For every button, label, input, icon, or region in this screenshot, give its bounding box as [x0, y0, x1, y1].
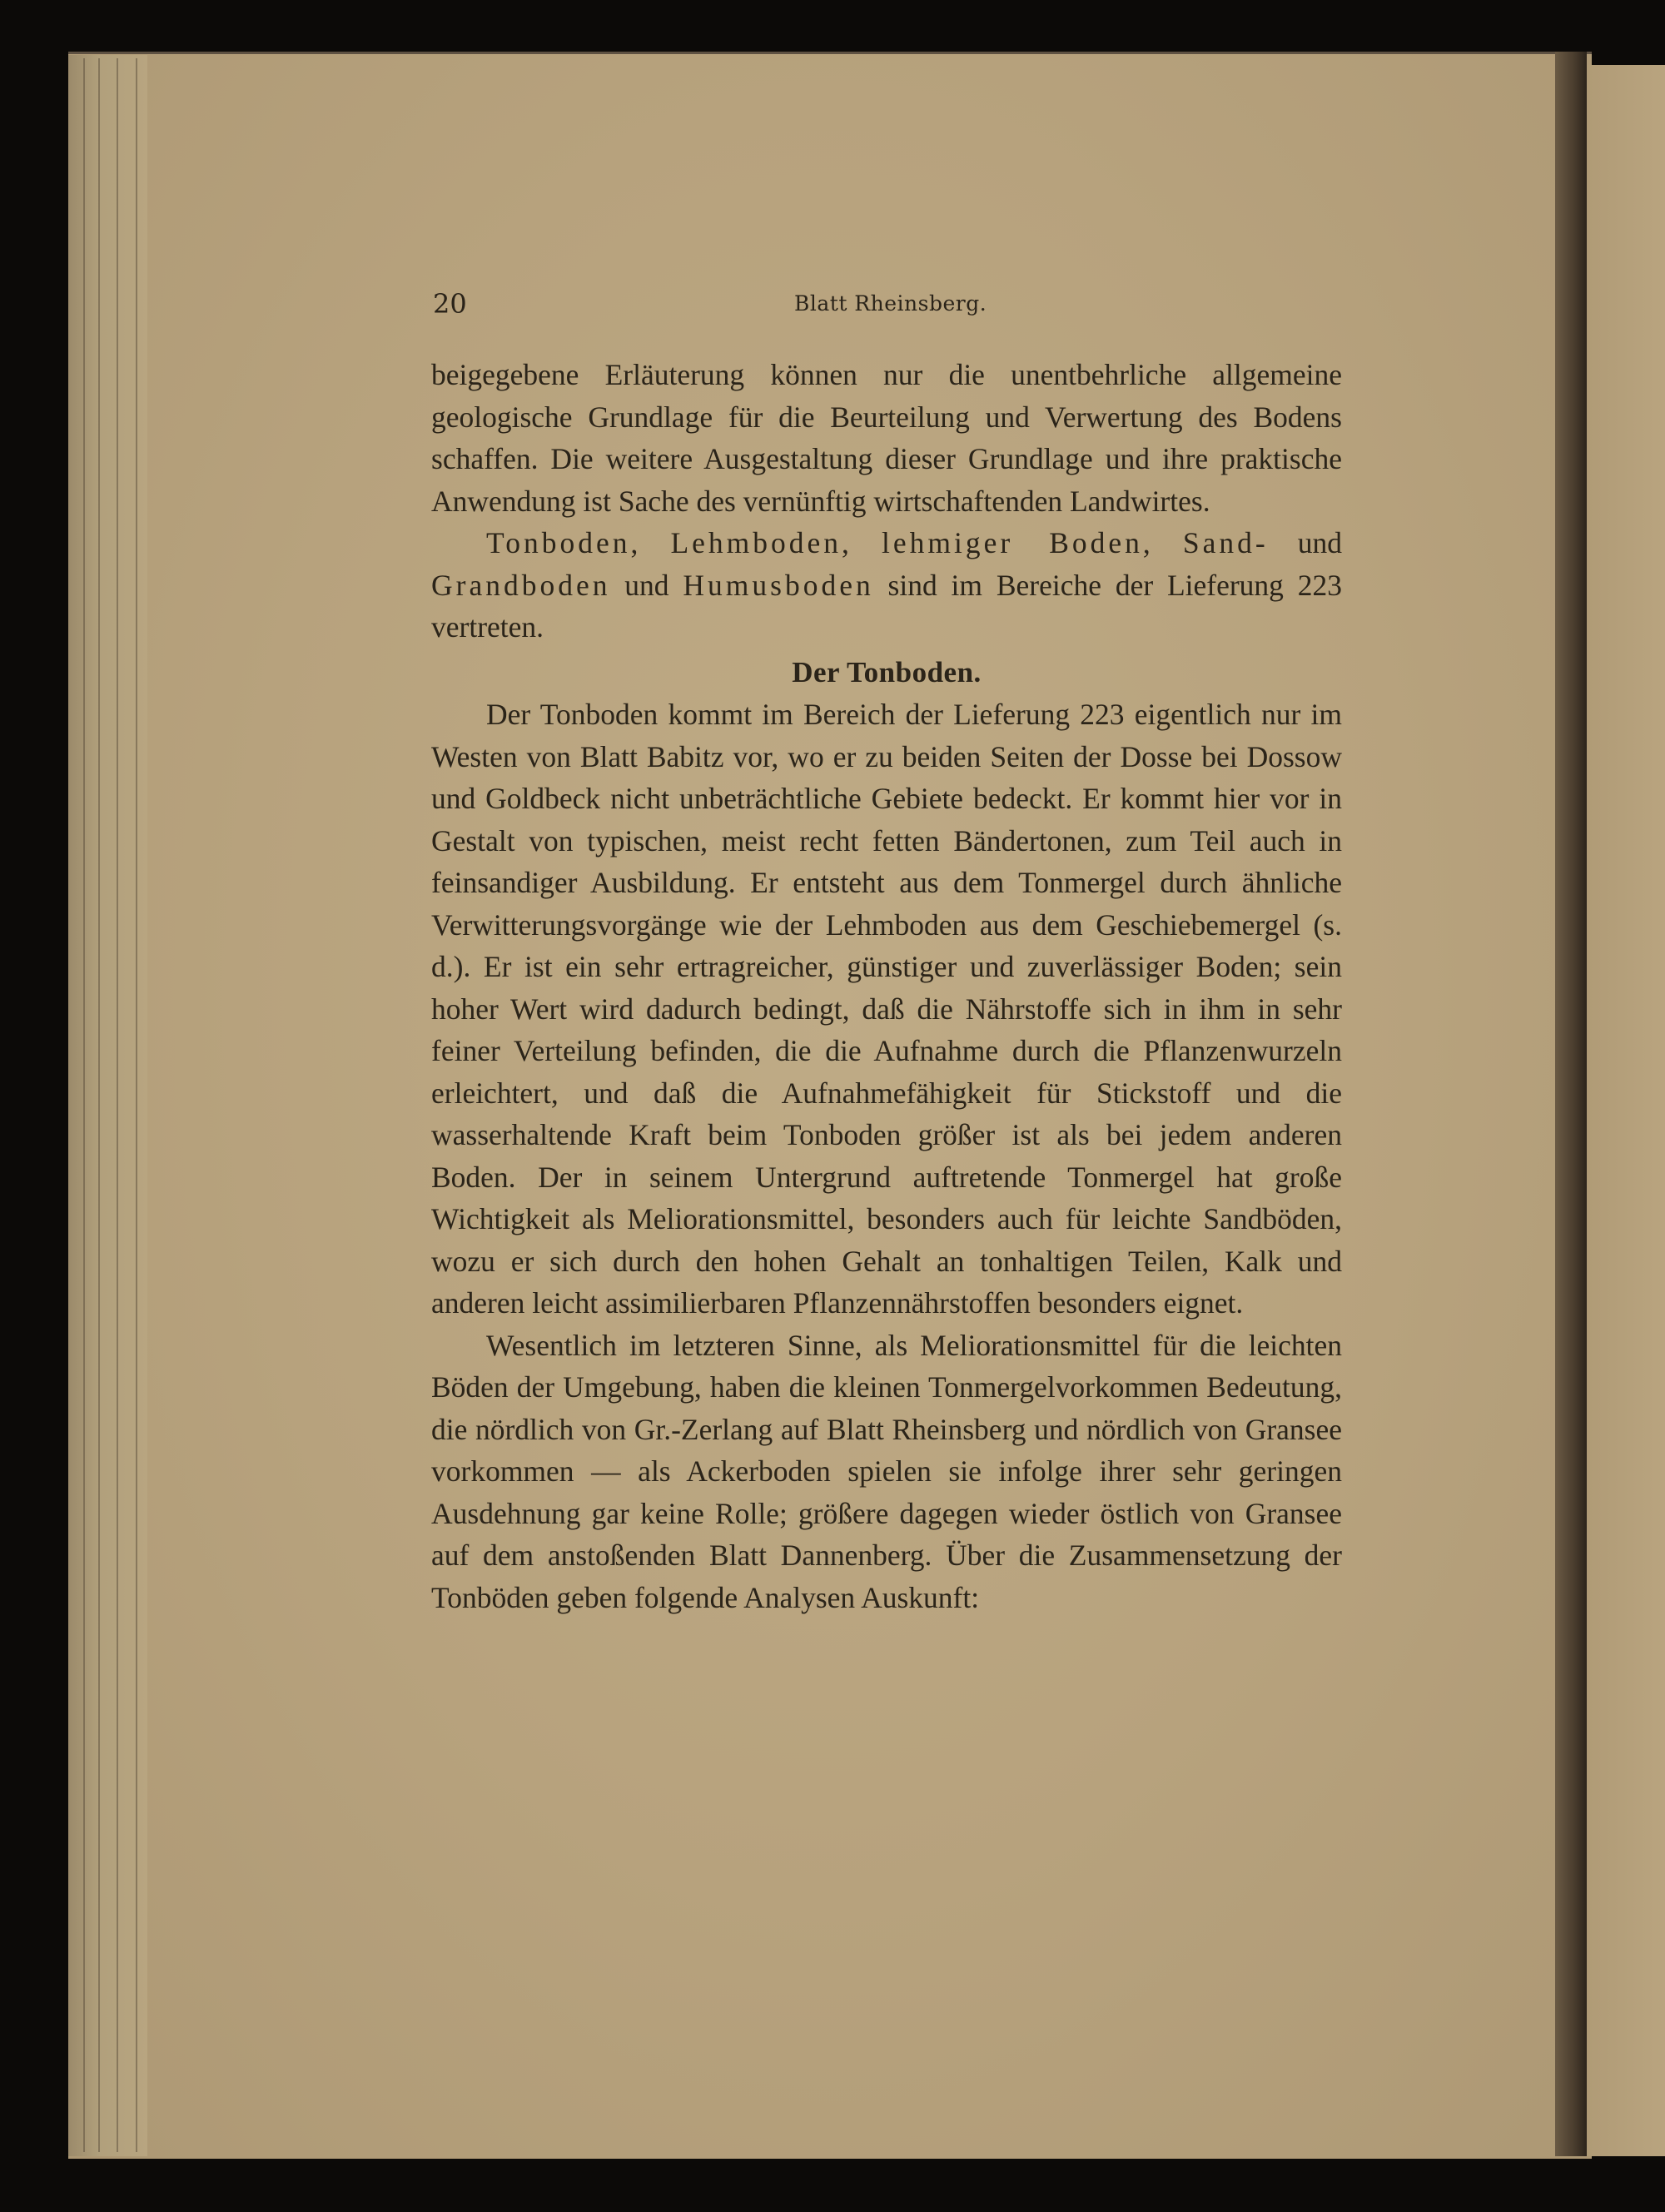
page-number: 20: [433, 288, 467, 320]
binding-gutter: [1555, 52, 1587, 2156]
soil-type-term: Humusboden: [683, 568, 874, 602]
separator: ,: [630, 526, 671, 559]
running-title: Blatt Rheinsberg.: [794, 291, 987, 316]
paragraph-continuation: beigegebene Erläuterung können nur die unentbehrliche allgemeine geologische Grundlage für die Beurteilung und Verwertung des Bodens schaffen. Die weitere Ausgestaltung dieser Grundlage und ihre praktische Anwendung ist Sache des vernünftig wirtschaftenden Landwirtes.: [431, 358, 1342, 518]
paragraph-soil-types-rest: sind im Bereiche der Lieferung 223 vertreten.: [431, 568, 1343, 644]
soil-type-term: Grandboden: [431, 568, 611, 602]
section-heading: Der Tonboden.: [792, 655, 982, 688]
separator: - und: [1255, 526, 1343, 559]
page-edge-line: [98, 58, 100, 2152]
paragraph-tonmergel: Wesentlich im letzteren Sinne, als Meliorationsmittel für die leichten Böden der Umgebung, haben die kleinen Tonmergelvorkommen Bedeutung, die nördlich von Gr.-Zerlang auf Blatt Rheinsberg und nördlich von Gransee vorkommen — als Ackerboden spielen sie infolge ihrer sehr geringen Ausdehnung gar keine Rolle; größere dagegen wieder östlich von Gransee auf dem anstoßenden Blatt Dannenberg. Über die Zusammensetzung der Tonböden geben folgende Analysen Auskunft:: [431, 1328, 1342, 1614]
page-edge-line: [117, 58, 118, 2152]
page-edge-line: [83, 58, 85, 2152]
page-edge-line: [136, 58, 137, 2152]
soil-type-term: Tonboden: [486, 526, 631, 559]
soil-type-term: Sand: [1182, 526, 1255, 559]
body-text: [431, 354, 1342, 1618]
soil-type-term: Lehmboden: [670, 526, 842, 559]
separator: ,: [1142, 526, 1183, 559]
separator: ,: [842, 526, 882, 559]
running-header: [433, 288, 1349, 321]
facing-page-edge: [1587, 65, 1665, 2156]
paragraph-tonboden: Der Tonboden kommt im Bereich der Lieferung 223 eigentlich nur im Westen von Blatt Babitz vor, wo er zu beiden Seiten der Dosse bei Dossow und Goldbeck nicht unbeträchtliche Gebiete bedeckt. Er kommt hier vor in Gestalt von typischen, meist recht fetten Bändertonen, zum Teil auch in feinsandiger Ausbildung. Er entsteht aus dem Tonmergel durch ähnliche Verwitterungsvorgänge wie der Lehmboden aus dem Geschiebemergel (s. d.). Er ist ein sehr ertragreicher, günstiger und zuverlässiger Boden; sein hoher Wert wird dadurch bedingt, daß die Nährstoffe sich in ihm in sehr feiner Verteilung befinden, die die Aufnahme durch die Pflanzenwurzeln erleichtert, und daß die Aufnahmefähigkeit für Stickstoff und die wasserhaltende Kraft beim Tonboden größer ist als bei jedem anderen Boden. Der in seinem Untergrund auftretende Tonmergel hat große Wichtigkeit als Meliorationsmittel, besonders auch für leichte Sandböden, wozu er sich durch den hohen Gehalt an tonhaltigen Teilen, Kalk und anderen leicht assimilierbaren Pflanzennährstoffen besonders eignet.: [431, 698, 1342, 1320]
soil-type-term: lehmiger Boden: [881, 526, 1143, 559]
separator: und: [610, 568, 683, 602]
paragraph-soil-types: [431, 522, 1342, 649]
